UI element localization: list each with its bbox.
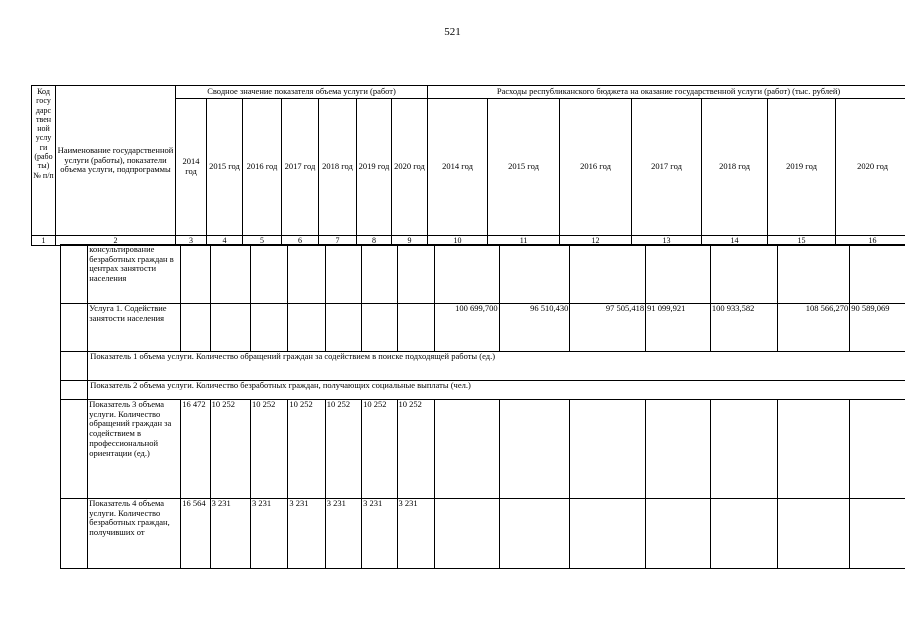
column-number: 1: [32, 236, 56, 246]
table-row: [61, 245, 905, 304]
table-header: [31, 85, 905, 246]
table-row: [61, 352, 905, 381]
item-name: Показатель 3 объема услуги. Количество обращений граждан за содействием в профессиональной ориентации (ед.): [88, 400, 181, 499]
code-cell: [61, 352, 88, 381]
volume-group-header: Сводное значение показателя объема услуги (работ): [176, 86, 428, 99]
year-header: 2019 год: [768, 99, 836, 236]
column-number: 7: [319, 236, 357, 246]
column-number: 16: [836, 236, 905, 246]
indicator-value: 10 252: [250, 400, 287, 499]
indicator-value: 10 252: [288, 400, 325, 499]
table-row: [61, 304, 905, 352]
year-header: 2014 год: [176, 99, 207, 236]
value-cell: [710, 499, 777, 569]
indicator-value: 10 252: [397, 400, 434, 499]
budget-value: 96 510,430: [499, 304, 570, 352]
value-cell: [362, 304, 397, 352]
year-header: 2019 год: [357, 99, 392, 236]
value-cell: [288, 245, 325, 304]
indicator-heading: Показатель 2 объема услуги. Количество безработных граждан, получающих социальные выплаты (чел.): [88, 381, 905, 400]
value-cell: [850, 499, 905, 569]
indicator-value: 3 231: [325, 499, 361, 569]
indicator-value: 3 231: [210, 499, 250, 569]
code-cell: [61, 499, 88, 569]
value-cell: [646, 400, 711, 499]
code-cell: [61, 400, 88, 499]
column-number: 4: [207, 236, 243, 246]
indicator-value: 10 252: [210, 400, 250, 499]
budget-value: 108 566,270: [777, 304, 850, 352]
item-name: Услуга 1. Содействие занятости населения: [88, 304, 181, 352]
value-cell: [210, 245, 250, 304]
year-header: 2015 год: [207, 99, 243, 236]
column-number: 14: [702, 236, 768, 246]
value-cell: [570, 245, 646, 304]
value-cell: [210, 304, 250, 352]
budget-value: 90 589,069: [850, 304, 905, 352]
value-cell: [499, 499, 570, 569]
column-number: 15: [768, 236, 836, 246]
year-header: 2016 год: [243, 99, 282, 236]
value-cell: [777, 400, 850, 499]
year-header: 2020 год: [392, 99, 428, 236]
indicator-value: 16 472: [181, 400, 210, 499]
indicator-value: 3 231: [288, 499, 325, 569]
indicator-heading: Показатель 1 объема услуги. Количество обращений граждан за содействием в поиске подходящей работы (ед.): [88, 352, 905, 381]
table-row: [61, 381, 905, 400]
indicator-value: 16 564: [181, 499, 210, 569]
value-cell: [397, 304, 434, 352]
indicator-value: 10 252: [325, 400, 361, 499]
column-number: 11: [488, 236, 560, 246]
value-cell: [250, 304, 287, 352]
value-cell: [181, 245, 210, 304]
year-header: 2020 год: [836, 99, 905, 236]
column-number: 9: [392, 236, 428, 246]
table-row: [61, 499, 905, 569]
code-column-header: Код госу дарс твен ной услу ги (рабо ты) № п/п: [32, 86, 56, 236]
item-name: консультирование безработных граждан в центрах занятости населения: [88, 245, 181, 304]
budget-value: 91 099,921: [646, 304, 711, 352]
column-number: 10: [428, 236, 488, 246]
value-cell: [325, 245, 361, 304]
year-header: 2017 год: [632, 99, 702, 236]
year-header: 2014 год: [428, 99, 488, 236]
name-column-header: Наименование государственной услуги (работы), показатели объема услуги, подпрограммы: [56, 86, 176, 236]
item-name: Показатель 4 объема услуги. Количество безработных граждан, получивших от: [88, 499, 181, 569]
value-cell: [434, 245, 499, 304]
year-header: 2018 год: [319, 99, 357, 236]
value-cell: [288, 304, 325, 352]
value-cell: [850, 245, 905, 304]
year-header: 2018 год: [702, 99, 768, 236]
value-cell: [434, 400, 499, 499]
indicator-value: 3 231: [397, 499, 434, 569]
value-cell: [710, 245, 777, 304]
value-cell: [325, 304, 361, 352]
value-cell: [362, 245, 397, 304]
value-cell: [397, 245, 434, 304]
budget-group-header: Расходы республиканского бюджета на оказание государственной услуги (работ) (тыс. рублей): [428, 86, 905, 99]
code-cell: [61, 381, 88, 400]
value-cell: [777, 499, 850, 569]
value-cell: [181, 304, 210, 352]
table-row: [61, 400, 905, 499]
column-number: 3: [176, 236, 207, 246]
column-number: 2: [56, 236, 176, 246]
indicator-value: 3 231: [362, 499, 397, 569]
page-number: 521: [444, 26, 461, 38]
code-cell: [61, 304, 88, 352]
budget-value: 100 699,700: [434, 304, 499, 352]
value-cell: [710, 400, 777, 499]
year-header: 2016 год: [560, 99, 632, 236]
value-cell: [570, 499, 646, 569]
value-cell: [434, 499, 499, 569]
value-cell: [777, 245, 850, 304]
value-cell: [646, 499, 711, 569]
value-cell: [250, 245, 287, 304]
column-number: 13: [632, 236, 702, 246]
table-body: [60, 244, 905, 569]
column-number: 6: [282, 236, 319, 246]
year-header: 2017 год: [282, 99, 319, 236]
year-header: 2015 год: [488, 99, 560, 236]
code-cell: [61, 245, 88, 304]
budget-value: 100 933,582: [710, 304, 777, 352]
budget-value: 97 505,418: [570, 304, 646, 352]
value-cell: [570, 400, 646, 499]
column-number: 5: [243, 236, 282, 246]
column-number: 8: [357, 236, 392, 246]
value-cell: [646, 245, 711, 304]
value-cell: [850, 400, 905, 499]
column-number: 12: [560, 236, 632, 246]
indicator-value: 3 231: [250, 499, 287, 569]
value-cell: [499, 245, 570, 304]
indicator-value: 10 252: [362, 400, 397, 499]
value-cell: [499, 400, 570, 499]
